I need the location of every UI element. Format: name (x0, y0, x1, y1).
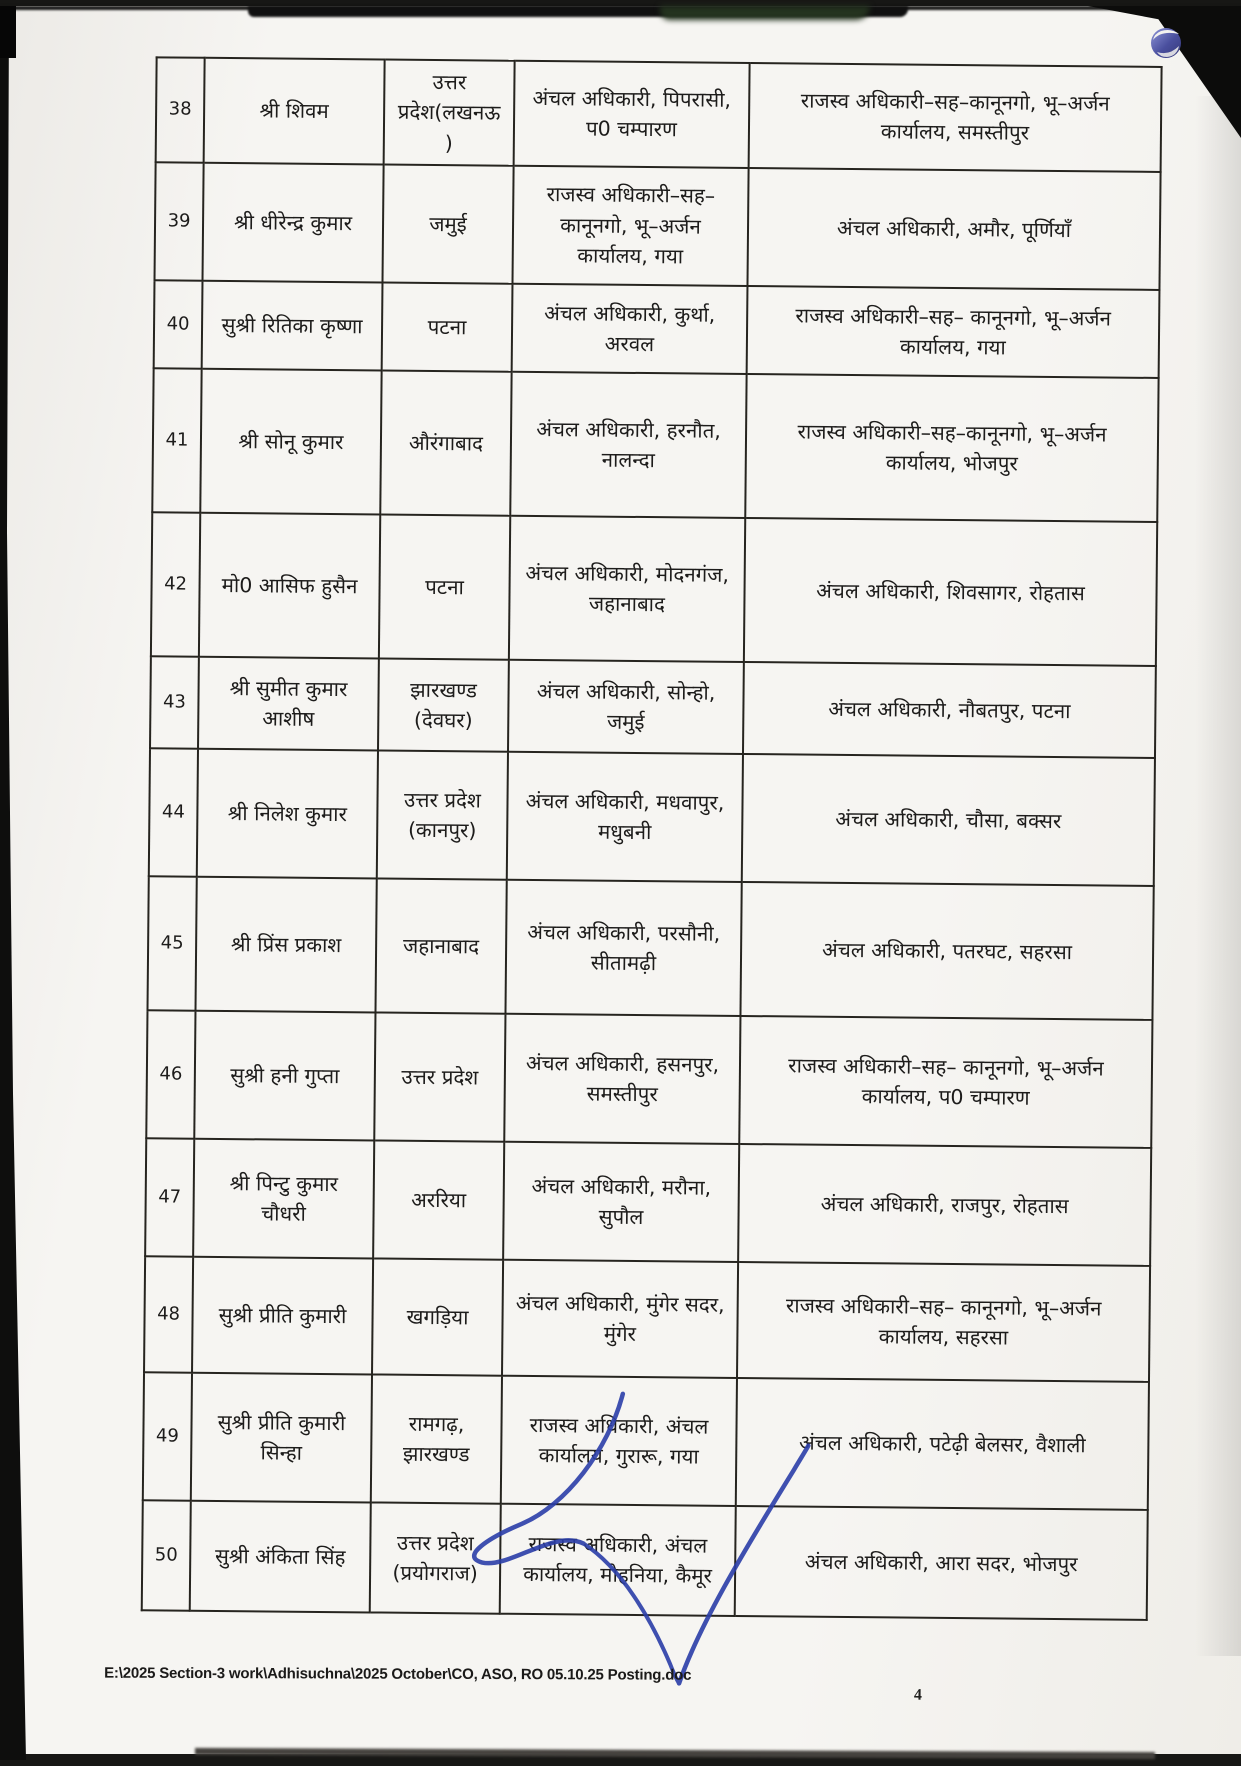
cell-home-district: पटना (379, 514, 510, 659)
cell-new-posting: अंचल अधिकारी, पतरघट, सहरसा (740, 882, 1153, 1020)
cell-serial-number: 41 (152, 368, 201, 512)
table-row (146, 1010, 1152, 1148)
cell-serial-number: 50 (142, 1500, 191, 1610)
cell-home-district: जहानाबाद (375, 878, 506, 1013)
cell-previous-posting: अंचल अधिकारी, मरौना, सुपौल (503, 1142, 739, 1262)
cell-previous-posting: राजस्व अधिकारी, अंचल कार्यालय, मोहनिया, कैमूर (500, 1504, 736, 1616)
cell-serial-number: 39 (155, 162, 204, 280)
table-row (144, 1256, 1150, 1382)
table-row (147, 876, 1153, 1020)
cell-officer-name: मो0 आसिफ हुसैन (199, 513, 380, 659)
cell-officer-name: श्री प्रिंस प्रकाश (195, 877, 376, 1013)
cell-officer-name: श्री सोनू कुमार (200, 369, 381, 515)
cell-new-posting: राजस्व अधिकारी–सह– कानूनगो, भू–अर्जन कार्यालय, सहरसा (737, 1262, 1150, 1382)
page-number: 4 (913, 1686, 923, 1704)
table-row (149, 748, 1155, 886)
cell-new-posting: अंचल अधिकारी, नौबतपुर, पटना (743, 662, 1156, 758)
cell-serial-number: 46 (146, 1010, 195, 1138)
cell-serial-number: 49 (143, 1372, 192, 1500)
cell-new-posting: अंचल अधिकारी, राजपुर, रोहतास (738, 1144, 1151, 1266)
cell-serial-number: 40 (154, 280, 203, 368)
cell-new-posting: अंचल अधिकारी, पटेढ़ी बेलसर, वैशाली (736, 1378, 1149, 1510)
cell-new-posting: राजस्व अधिकारी–सह–कानूनगो, भू–अर्जन कार्यालय, समस्तीपुर (749, 63, 1162, 172)
scan-left-mark (0, 6, 16, 58)
cell-previous-posting: अंचल अधिकारी, मोदनगंज, जहानाबाद (509, 516, 745, 662)
cell-previous-posting: राजस्व अधिकारी–सह– कानूनगो, भू–अर्जन कार्यालय, गया (512, 166, 748, 286)
table-row (142, 1500, 1148, 1620)
cell-previous-posting: अंचल अधिकारी, परसौनी, सीतामढ़ी (505, 880, 741, 1016)
cell-home-district: पटना (382, 282, 513, 371)
cell-home-district: झारखण्ड (देवघर) (378, 658, 509, 751)
cell-officer-name: श्री निलेश कुमार (197, 749, 378, 879)
cell-officer-name: सुश्री प्रीति कुमारी सिन्हा (191, 1373, 372, 1503)
cell-officer-name: सुश्री अंकिता सिंह (190, 1501, 371, 1613)
cell-officer-name: सुश्री रितिका कृष्णा (202, 281, 383, 371)
posting-table (141, 56, 1163, 1621)
cell-officer-name: सुश्री प्रीति कुमारी (192, 1257, 373, 1375)
cell-serial-number: 45 (147, 876, 196, 1010)
cell-new-posting: अंचल अधिकारी, शिवसागर, रोहतास (744, 518, 1157, 666)
cell-new-posting: अंचल अधिकारी, चौसा, बक्सर (742, 754, 1155, 886)
cell-home-district: खगड़िया (372, 1258, 503, 1375)
cell-home-district: जमुई (382, 164, 513, 283)
cell-serial-number: 48 (144, 1256, 193, 1372)
scanned-document-page (0, 6, 1241, 1754)
cell-home-district: उत्तर प्रदेश (374, 1012, 505, 1141)
cell-previous-posting: अंचल अधिकारी, हसनपुर, समस्तीपुर (504, 1014, 740, 1144)
table-row (156, 57, 1162, 172)
cell-previous-posting: अंचल अधिकारी, पिपरासी, प0 चम्पारण (514, 61, 750, 168)
cell-serial-number: 44 (149, 748, 198, 876)
table-row (155, 162, 1161, 290)
cell-serial-number: 47 (145, 1138, 194, 1256)
table-row (145, 1138, 1151, 1266)
cell-new-posting: राजस्व अधिकारी–सह–कानूनगो, भू–अर्जन कार्यालय, भोजपुर (745, 374, 1158, 522)
document-file-path: E:\2025 Section-3 work\Adhisuchna\2025 October\CO, ASO, RO 05.10.25 Posting.doc (104, 1664, 692, 1684)
cell-new-posting: राजस्व अधिकारी–सह– कानूनगो, भू–अर्जन कार्यालय, प0 चम्पारण (739, 1016, 1152, 1148)
table-row (150, 656, 1156, 758)
cell-previous-posting: अंचल अधिकारी, मुंगेर सदर, मुंगेर (502, 1260, 738, 1378)
cell-previous-posting: अंचल अधिकारी, मधवापुर, मधुबनी (507, 752, 743, 882)
cell-home-district: औरंगाबाद (380, 370, 511, 515)
cell-officer-name: श्री शिवम (204, 58, 385, 165)
cell-home-district: रामगढ़, झारखण्ड (371, 1374, 502, 1503)
cell-previous-posting: अंचल अधिकारी, कुर्था, अरवल (512, 284, 748, 374)
cell-serial-number: 38 (156, 57, 205, 162)
cell-new-posting: राजस्व अधिकारी–सह– कानूनगो, भू–अर्जन कार्यालय, गया (747, 286, 1160, 378)
cell-serial-number: 42 (151, 512, 200, 656)
table-row (152, 368, 1158, 522)
table-row (143, 1372, 1149, 1510)
scanner-app-logo-icon (1149, 26, 1185, 62)
cell-officer-name: श्री सुमीत कुमार आशीष (198, 657, 379, 751)
cell-previous-posting: राजस्व अधिकारी, अंचल कार्यालय, गुरारू, गया (501, 1376, 737, 1506)
scan-background-blob (660, 6, 870, 20)
cell-home-district: अररिया (373, 1140, 504, 1259)
cell-new-posting: अंचल अधिकारी, आरा सदर, भोजपुर (735, 1506, 1148, 1620)
cell-home-district: उत्तर प्रदेश (कानपुर) (377, 750, 508, 879)
cell-officer-name: सुश्री हनी गुप्ता (194, 1011, 375, 1141)
cell-home-district: उत्तर प्रदेश(लखनऊ) (384, 60, 515, 166)
cell-previous-posting: अंचल अधिकारी, सोन्हो, जमुई (508, 660, 744, 754)
table-row (154, 280, 1160, 378)
cell-previous-posting: अंचल अधिकारी, हरनौत, नालन्दा (510, 372, 746, 518)
cell-new-posting: अंचल अधिकारी, अमौर, पूर्णियाँ (747, 168, 1160, 290)
cell-serial-number: 43 (150, 656, 199, 748)
cell-home-district: उत्तर प्रदेश (प्रयोगराज) (370, 1502, 501, 1613)
cell-officer-name: श्री धीरेन्द्र कुमार (203, 163, 384, 283)
cell-officer-name: श्री पिन्टु कुमार चौधरी (193, 1139, 374, 1259)
table-row (151, 512, 1157, 666)
